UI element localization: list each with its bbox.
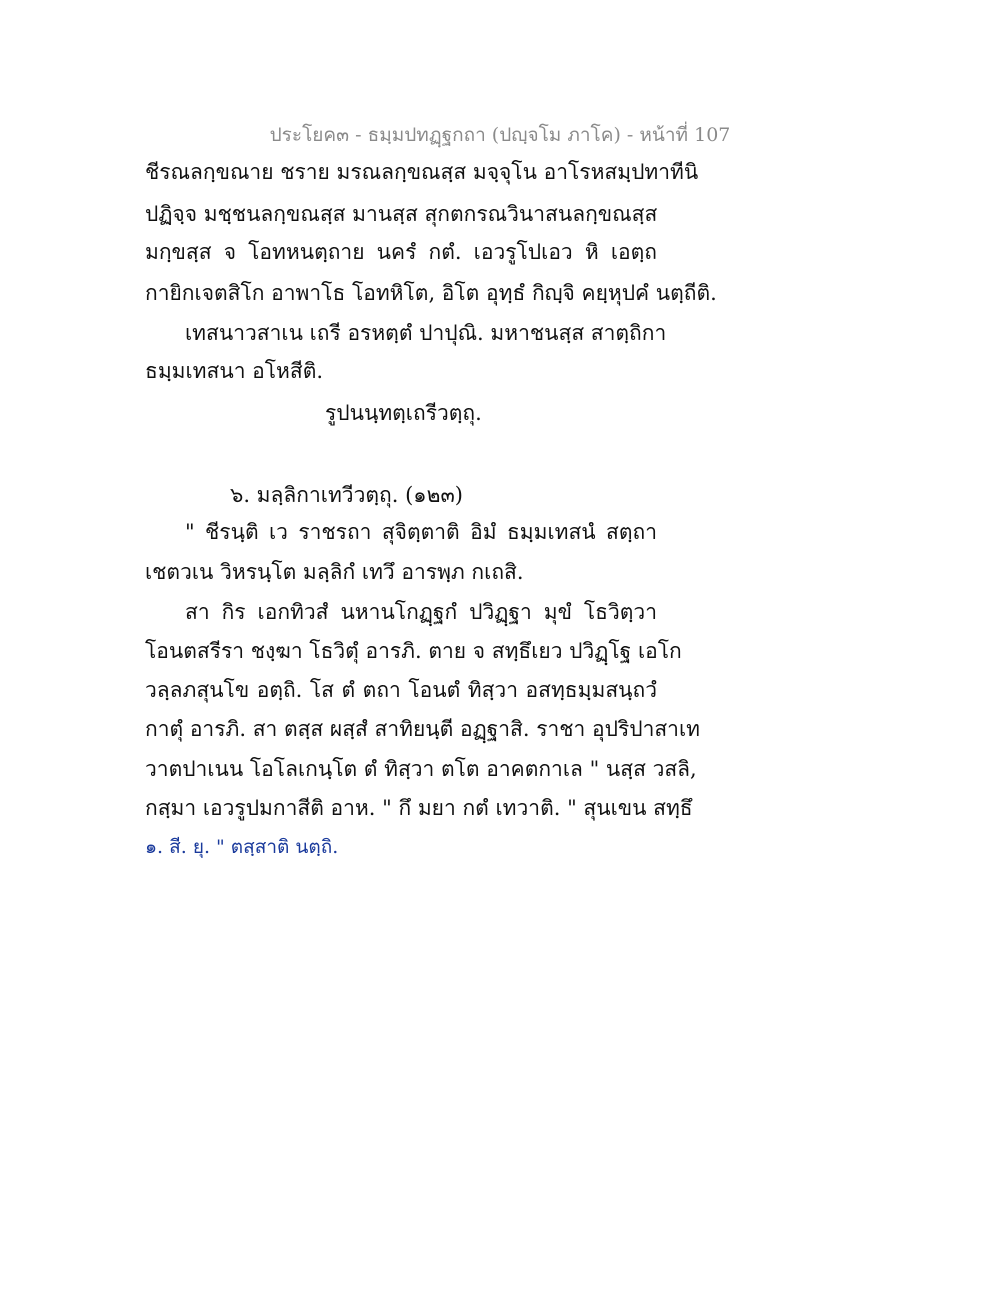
page-header: ประโยค๓ - ธมฺมปทฏฺฐกถา (ปญฺจโม ภาโค) - หน้าที่ 107 — [269, 124, 731, 146]
text-line: ปฏิจฺจ มชฺชนลกฺขณสฺส มานสฺส สุกตกรณวินาสนลกฺขณสฺส — [145, 202, 658, 226]
text-line: สา กิร เอกทิวสํ นหานโกฏฺฐกํ ปวิฏฺฐา มุขํ โธวิตฺวา — [185, 600, 657, 624]
section-title: ๖. มลฺลิกาเทวีวตฺถุ. (๑๒๓) — [230, 483, 463, 507]
text-line: กาตุํ อารภิ. สา ตสฺส ผสฺสํ สาทิยนฺตี อฏฺฐาสิ. ราชา อุปริปาสาเท — [145, 717, 700, 741]
text-line: กสฺมา เอวรูปมกาสีติ อาห. " กึ มยา กตํ เทวาติ. " สุนเขน สทฺธึ — [145, 796, 693, 820]
text-line: มกฺขสฺส จ โอทหนตฺถาย นครํ กตํ. เอวรูโปเอว หิ เอตฺถ — [145, 240, 657, 264]
story-end-title: รูปนนฺทตฺเถรีวตฺถุ. — [325, 401, 482, 425]
text-line: วลฺลภสุนโข อตฺถิ. โส ตํ ตถา โอนตํ ทิสฺวา อสทฺธมฺมสนฺถวํ — [145, 678, 657, 702]
text-line: เทสนาวสาเน เถรี อรหตฺตํ ปาปุณิ. มหาชนสฺส สาตฺถิกา — [185, 321, 667, 345]
footnote: ๑. สี. ยุ. " ตสฺสาติ นตฺถิ. — [145, 836, 339, 858]
text-line: เชตวเน วิหรนฺโต มลฺลิกํ เทวึ อารพฺภ กเถสิ. — [145, 560, 524, 584]
text-line: โอนตสรีรา ชงฺฆา โธวิตุํ อารภิ. ตาย จ สทฺธึเยว ปวิฏฺโฐ เอโก — [145, 639, 682, 663]
text-line: ธมฺมเทสนา อโหสีติ. — [145, 359, 324, 383]
text-line: " ชีรนฺติ เว ราชรถา สุจิตฺตาติ อิมํ ธมฺมเทสนํ สตฺถา — [185, 520, 657, 544]
text-line: กายิกเจตสิโก อาพาโธ โอทหิโต, อิโต อุทฺธํ กิญฺจิ คยฺหุปคํ นตฺถีติ. — [145, 281, 717, 305]
text-line: วาตปาเนน โอโลเกนฺโต ตํ ทิสฺวา ตโต อาคตกาเล " นสฺส วสลิ, — [145, 757, 697, 781]
text-line: ชีรณลกฺขณาย ชราย มรณลกฺขณสฺส มจฺจุโน อาโรหสมฺปทาทีนิ — [145, 160, 699, 184]
